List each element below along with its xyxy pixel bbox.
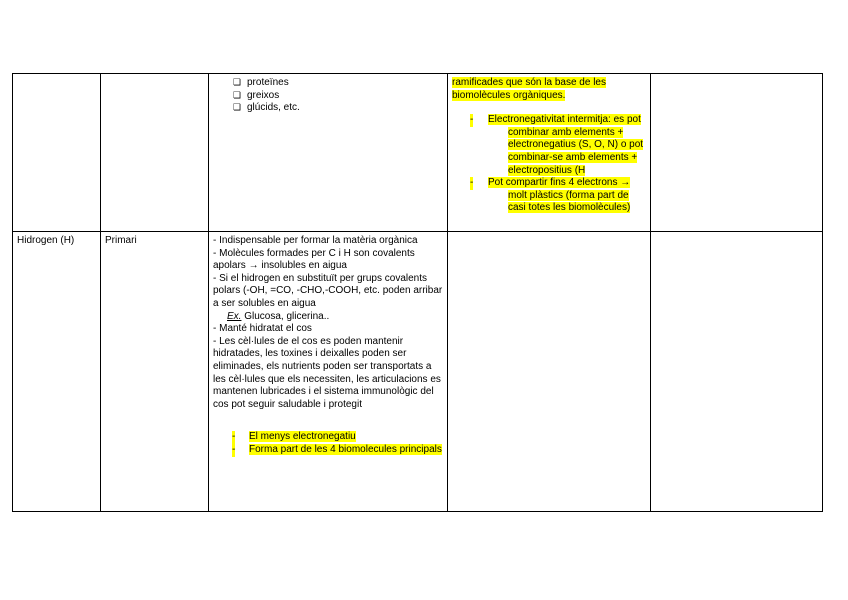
table-row: [13, 74, 823, 232]
list-item: - Pot compartir fins 4 electrons → molt plàstics (forma part de casi totes les biomolècules): [470, 177, 631, 214]
elements-table: [12, 73, 823, 512]
example-line: Ex. Glucosa, glicerina..: [227, 310, 330, 322]
text-line: - Manté hidratat el cos: [213, 323, 312, 335]
text-line: - Indispensable per formar la matèria orgànica: [213, 235, 418, 246]
text-line: - Molècules formades per C i H son covalents apolars → insolubles en aigua: [213, 247, 415, 272]
list-item: ❏ glúcids, etc.: [233, 102, 443, 115]
example-label: Ex.: [227, 310, 242, 322]
list-item: ❏ greixos: [233, 90, 443, 103]
text-line: - Les cèl·lules de el cos es poden mantenir hidratades, les toxines i deixalles poden ser eliminades, els nutrients poden ser transportats a les cèl·lules que els necessiten, les articulacions es mantenen lubricades i el sistema immunològic del cos pot seguir saludable i protegit: [213, 335, 441, 410]
list-item: - El menys electronegatiu: [232, 431, 356, 443]
cell-type: Primari: [101, 232, 209, 512]
intro-text: ramificades que són la base de les biomolècules orgàniques.: [452, 77, 606, 101]
cell-description: [209, 74, 448, 232]
list-item: - Forma part de les 4 biomolecules principals: [232, 443, 442, 455]
table-row: [13, 232, 823, 512]
list-item: - Electronegativitat intermitja: es pot combinar amb elements + electronegatius (S, O, N) o pot combinar-se amb elements + electropositius (H: [470, 114, 644, 176]
cell-element: [13, 74, 101, 232]
cell-properties: [448, 74, 651, 232]
text-line: - Si el hidrogen en substituït per grups covalents polars (-OH, =CO, -CHO,-COOH, etc. poden arribar a ser solubles en aigua: [213, 272, 443, 309]
cell-properties: [448, 232, 651, 512]
cell-type: [101, 74, 209, 232]
checkbox-list: [233, 77, 443, 115]
cell-extra: [651, 232, 823, 512]
properties-list: [452, 114, 646, 215]
highlight-list: [213, 431, 443, 456]
cell-extra: [651, 74, 823, 232]
cell-element: Hidrogen (H): [13, 232, 101, 512]
list-item: ❏ proteïnes: [233, 77, 443, 90]
cell-description: [209, 232, 448, 512]
